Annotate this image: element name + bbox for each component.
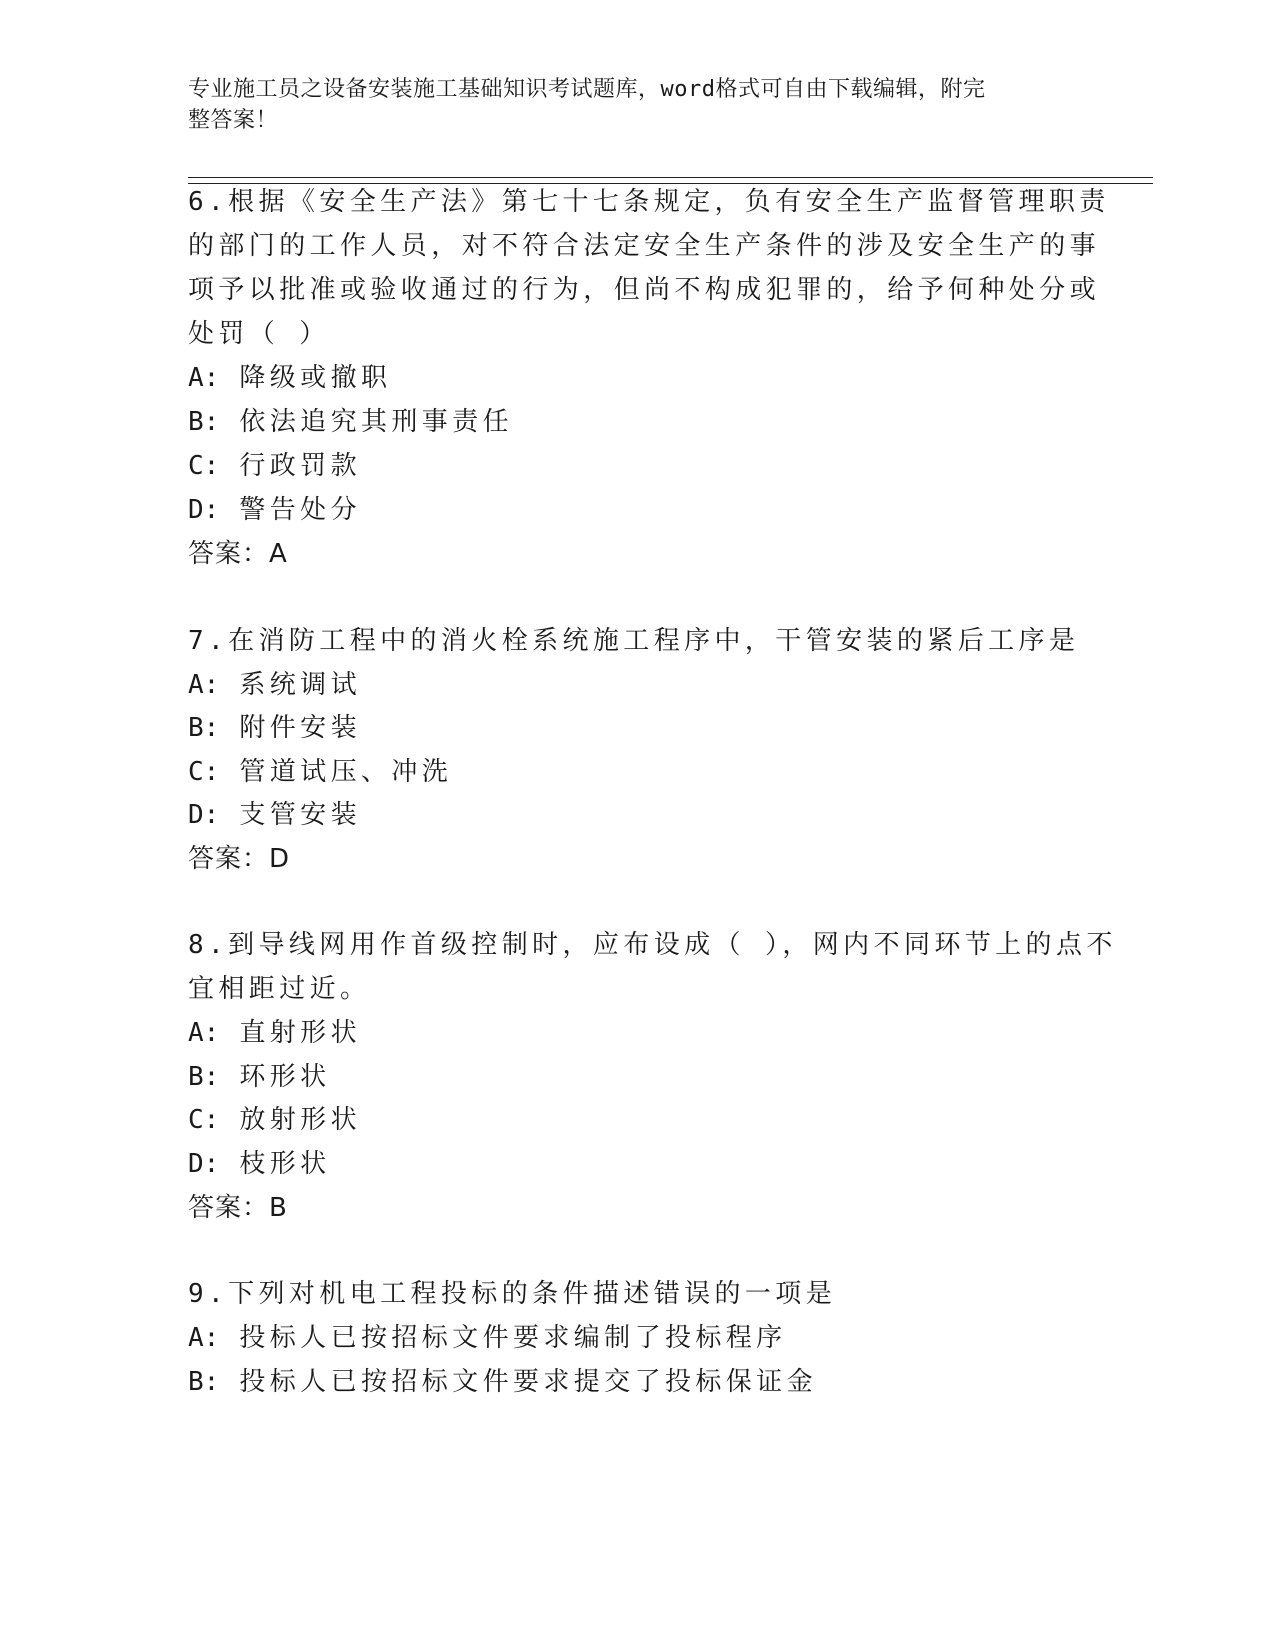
option-key: B: <box>188 713 220 743</box>
option-text: 依法追究其刑事责任 <box>239 407 513 437</box>
question-8-option-c <box>188 1104 361 1136</box>
question-8-stem-line-1: 8.到导线网用作首级控制时，应布设成（ ），网内不同环节上的点不 <box>188 930 1117 960</box>
header-divider-top <box>188 177 1153 178</box>
option-text: 附件安装 <box>239 713 361 743</box>
option-key: A: <box>188 363 220 393</box>
question-9-option-a <box>188 1322 787 1354</box>
option-text: 放射形状 <box>239 1105 361 1135</box>
option-text: 管道试压、冲洗 <box>239 757 453 787</box>
question-7-option-d <box>188 799 361 831</box>
question-6-option-a <box>188 362 391 394</box>
option-key: A: <box>188 1018 220 1048</box>
question-8-option-a <box>188 1017 361 1049</box>
option-text: 行政罚款 <box>239 451 361 481</box>
question-9-option-b <box>188 1366 817 1398</box>
header-line-1: 专业施工员之设备安装施工基础知识考试题库，word格式可自由下载编辑，附完 <box>188 77 986 102</box>
option-text: 投标人已按招标文件要求编制了投标程序 <box>239 1323 787 1353</box>
option-key: C: <box>188 757 220 787</box>
question-7-option-b <box>188 712 361 744</box>
question-6-stem-line-1: 6.根据《安全生产法》第七十七条规定，负有安全生产监督管理职责 <box>188 187 1110 217</box>
option-text: 警告处分 <box>239 495 361 525</box>
option-key: A: <box>188 1323 220 1353</box>
option-text: 环形状 <box>239 1062 331 1092</box>
question-8-option-d <box>188 1148 331 1180</box>
question-6-answer: 答案：A <box>188 539 288 569</box>
option-key: A: <box>188 670 220 700</box>
header-divider-bottom <box>188 183 1153 184</box>
option-key: B: <box>188 1062 220 1092</box>
document-header <box>188 74 1068 136</box>
question-6-option-c <box>188 450 361 482</box>
option-text: 投标人已按招标文件要求提交了投标保证金 <box>239 1367 817 1397</box>
question-8-stem-line-2: 宜相距过近。 <box>188 974 371 1004</box>
option-key: D: <box>188 1149 220 1179</box>
question-6-stem-line-3: 项予以批准或验收通过的行为，但尚不构成犯罪的，给予何种处分或 <box>188 275 1101 305</box>
question-6-option-b <box>188 406 513 438</box>
option-text: 直射形状 <box>239 1018 361 1048</box>
option-text: 枝形状 <box>239 1149 331 1179</box>
question-6-stem-line-2: 的部门的工作人员，对不符合法定安全生产条件的涉及安全生产的事 <box>188 231 1101 261</box>
option-text: 支管安装 <box>239 800 361 830</box>
question-7-option-a <box>188 669 361 701</box>
question-7-option-c <box>188 756 452 788</box>
option-key: B: <box>188 1367 220 1397</box>
option-text: 系统调试 <box>239 670 361 700</box>
option-text: 降级或撤职 <box>239 363 392 393</box>
question-9-stem-line-1: 9.下列对机电工程投标的条件描述错误的一项是 <box>188 1279 837 1309</box>
question-7-stem-line-1: 7.在消防工程中的消火栓系统施工程序中，干管安装的紧后工序是 <box>188 626 1080 656</box>
question-6-stem-line-4: 处罚（ ） <box>188 319 330 349</box>
question-8-option-b <box>188 1061 331 1093</box>
option-key: C: <box>188 451 220 481</box>
question-8-answer: 答案：B <box>188 1193 288 1223</box>
header-line-2: 整答案！ <box>188 108 279 133</box>
option-key: B: <box>188 407 220 437</box>
option-key: C: <box>188 1105 220 1135</box>
question-6-option-d <box>188 494 361 526</box>
question-7-answer: 答案：D <box>188 844 291 874</box>
option-key: D: <box>188 495 220 525</box>
option-key: D: <box>188 800 220 830</box>
